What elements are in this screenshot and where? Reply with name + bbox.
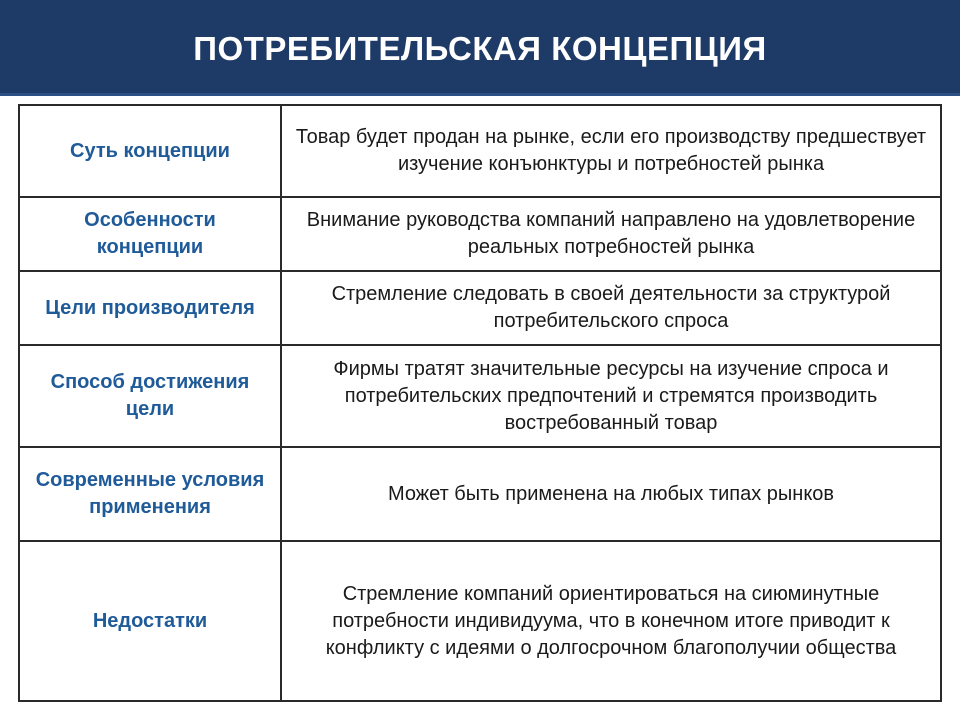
concept-table <box>18 104 942 702</box>
row-label-essence: Суть концепции <box>19 105 281 197</box>
row-value-method: Фирмы тратят значительные ресурсы на изучение спроса и потребительских предпочтений и стремятся производить востребованный товар <box>281 345 941 447</box>
table-row <box>19 447 941 541</box>
table-row <box>19 197 941 271</box>
row-value-essence: Товар будет продан на рынке, если его производству предшествует изучение конъюнктуры и потребностей рынка <box>281 105 941 197</box>
table-row <box>19 271 941 345</box>
row-label-drawbacks: Недостатки <box>19 541 281 701</box>
row-label-features: Особенности концепции <box>19 197 281 271</box>
concept-table-container <box>18 104 942 700</box>
row-label-conditions: Современные условия применения <box>19 447 281 541</box>
row-value-features: Внимание руководства компаний направлено на удовлетворение реальных потребностей рынка <box>281 197 941 271</box>
row-label-method: Способ достижения цели <box>19 345 281 447</box>
row-value-drawbacks: Стремление компаний ориентироваться на сиюминутные потребности индивидуума, что в конечном итоге приводит к конфликту с идеями о долгосрочном благополучии общества <box>281 541 941 701</box>
row-value-conditions: Может быть применена на любых типах рынков <box>281 447 941 541</box>
slide-title: ПОТРЕБИТЕЛЬСКАЯ КОНЦЕПЦИЯ <box>193 30 767 67</box>
table-row <box>19 105 941 197</box>
table-row <box>19 345 941 447</box>
table-row <box>19 541 941 701</box>
row-label-goals: Цели производителя <box>19 271 281 345</box>
row-value-goals: Стремление следовать в своей деятельности за структурой потребительского спроса <box>281 271 941 345</box>
